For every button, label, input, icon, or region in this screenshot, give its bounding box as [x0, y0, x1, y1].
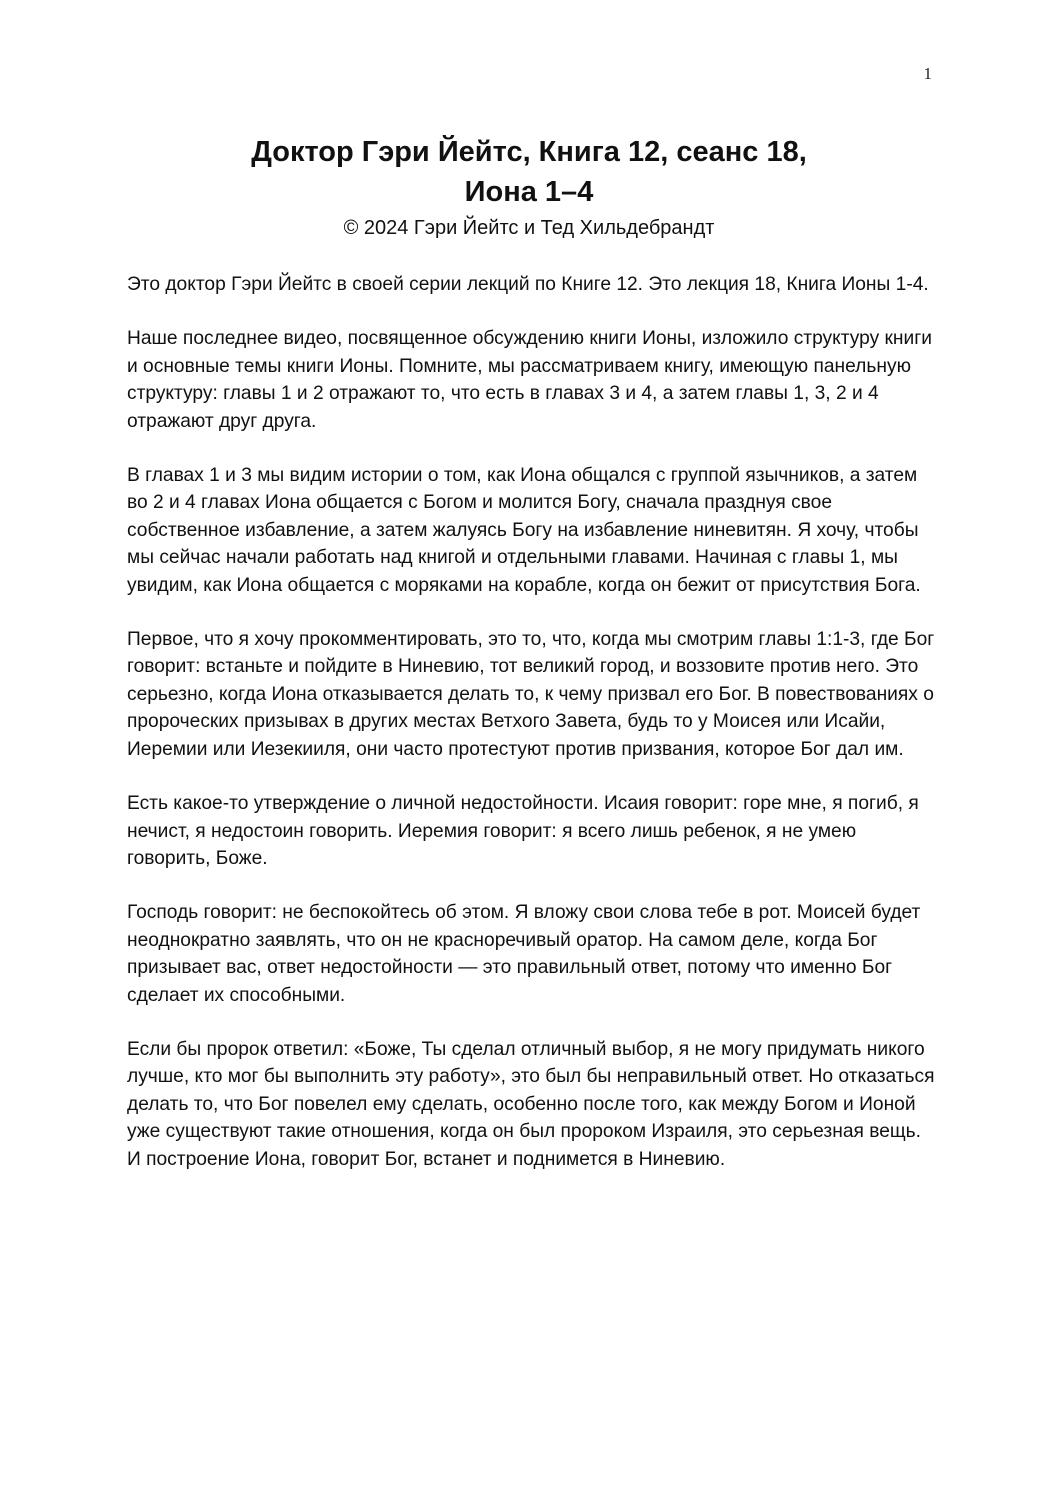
paragraph-intro: Это доктор Гэри Йейтс в своей серии лекций по Книге 12. Это лекция 18, Книга Ионы 1-4.	[127, 274, 929, 295]
paragraph-structure: Наше последнее видео, посвященное обсуждению книги Ионы, изложило структуру книги и основные темы книги Ионы. Помните, мы рассматриваем книгу, имеющую панельную структуру: главы 1 и 2 отражают то, что есть в главах 3 и 4, а затем главы 1, 3, 2 и 4 отражают друг друга.	[127, 328, 932, 432]
document-title-line-2: Иона 1–4	[464, 176, 594, 208]
document-title-line-1: Доктор Гэри Йейтс, Книга 12, сеанс 18,	[251, 136, 807, 168]
paragraph-lord-response: Господь говорит: не беспокойтесь об этом. Я вложу свои слова тебе в рот. Моисей будет неоднократно заявлять, что он не красноречивый оратор. На самом деле, когда Бог призывает вас, ответ недостойности — это правильный ответ, потому что именно Бог сделает их способными.	[127, 902, 921, 1006]
copyright-notice: © 2024 Гэри Йейтс и Тед Хильдебрандт	[343, 217, 715, 239]
title-block	[0, 132, 1058, 242]
page-number: 1	[923, 64, 932, 83]
paragraph-chapters: В главах 1 и 3 мы видим истории о том, как Иона общался с группой язычников, а затем во 2 и 4 главах Иона общается с Богом и молится Богу, сначала празднуя свое собственное избавление, а затем жалуясь Богу на избавление ниневитян. Я хочу, чтобы мы сейчас начали работать над книгой и отдельными главами. Начиная с главы 1, мы увидим, как Иона общается с моряками на корабле, когда он бежит от присутствия Бога.	[127, 465, 921, 596]
document-body	[127, 271, 935, 1200]
paragraph-calling: Первое, что я хочу прокомментировать, это то, что, когда мы смотрим главы 1:1-3, где Бог говорит: встаньте и пойдите в Ниневию, тот великий город, и воззовите против него. Это серьезно, когда Иона отказывается делать то, к чему призвал его Бог. В повествованиях о пророческих призывах в других местах Ветхого Завета, будь то у Моисея или Исайи, Иеремии или Иезекииля, они часто протестуют против призвания, которое Бог дал им.	[127, 629, 935, 760]
paragraph-unworthiness: Есть какое-то утверждение о личной недостойности. Исаия говорит: горе мне, я погиб, я нечист, я недостоин говорить. Иеремия говорит: я всего лишь ребенок, я не умею говорить, Боже.	[127, 793, 919, 869]
paragraph-prophet-answer: Если бы пророк ответил: «Боже, Ты сделал отличный выбор, я не могу придумать никого лучше, кто мог бы выполнить эту работу», это был бы неправильный ответ. Но отказаться делать то, что Бог повелел ему сделать, особенно после того, как между Богом и Ионой уже существуют такие отношения, когда он был пророком Израиля, это серьезная вещь. И построение Иона, говорит Бог, встанет и поднимется в Ниневию.	[127, 1038, 935, 1170]
